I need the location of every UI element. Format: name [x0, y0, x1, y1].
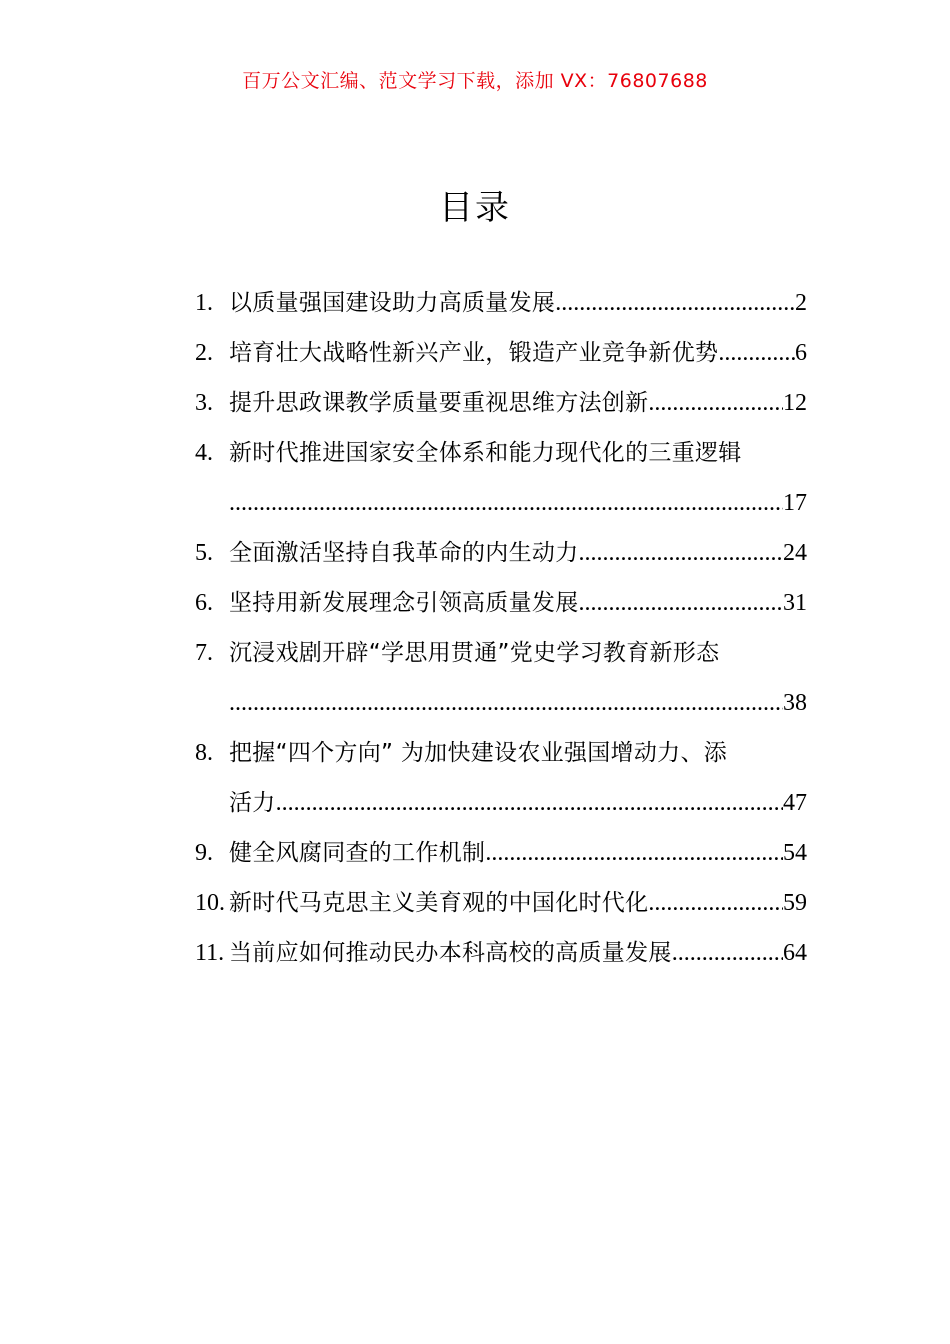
- toc-number: 9.: [195, 840, 213, 866]
- toc-number: 2.: [195, 340, 213, 366]
- toc-leader: [229, 478, 783, 528]
- toc-number: 8.: [195, 740, 213, 766]
- toc-leader: [579, 578, 784, 628]
- toc-leader: [276, 778, 783, 828]
- toc-title: 提升思政课教学质量要重视思维方法创新: [229, 390, 649, 416]
- toc-title: 沉浸戏剧开辟“学思用贯通”党史学习教育新形态: [229, 640, 720, 666]
- toc-title: 培育壮大战略性新兴产业，锻造产业竞争新优势: [229, 340, 719, 366]
- toc-number: 10.: [195, 890, 225, 916]
- toc-title: 当前应如何推动民办本科高校的高质量发展: [229, 940, 672, 966]
- toc-page-number: 59: [783, 890, 807, 916]
- toc-page-number: 17: [783, 490, 807, 516]
- toc-leader: [648, 378, 783, 428]
- toc-number: 3.: [195, 390, 213, 416]
- toc-title: 以质量强国建设助力高质量发展: [229, 290, 556, 316]
- table-of-contents: [195, 278, 807, 978]
- toc-entry-5[interactable]: [195, 528, 807, 578]
- toc-title: 坚持用新发展理念引领高质量发展: [229, 590, 579, 616]
- toc-entry-4[interactable]: [195, 428, 807, 528]
- toc-entry-3[interactable]: [195, 378, 807, 428]
- toc-page-number: 54: [783, 840, 807, 866]
- toc-title: 健全风腐同查的工作机制: [229, 840, 486, 866]
- toc-title-continued: 活力: [229, 790, 276, 816]
- toc-page-number: 38: [783, 690, 807, 716]
- toc-page-number: 12: [783, 390, 807, 416]
- toc-entry-9[interactable]: [195, 828, 807, 878]
- toc-entry-2[interactable]: [195, 328, 807, 378]
- toc-number: 4.: [195, 440, 213, 466]
- toc-entry-8[interactable]: [195, 728, 807, 828]
- toc-page-number: 64: [783, 940, 807, 966]
- toc-title: 把握“四个方向” 为加快建设农业强国增动力、添: [229, 740, 728, 766]
- toc-leader: [555, 278, 795, 328]
- toc-leader: [579, 528, 784, 578]
- toc-page-number: 2: [795, 290, 807, 316]
- toc-leader: [718, 328, 795, 378]
- toc-number: 7.: [195, 640, 213, 666]
- toc-entry-7[interactable]: [195, 628, 807, 728]
- toc-page-number: 47: [783, 790, 807, 816]
- toc-number: 11.: [195, 940, 225, 966]
- toc-number: 5.: [195, 540, 213, 566]
- toc-entry-10[interactable]: [195, 878, 807, 928]
- toc-page-number: 31: [783, 590, 807, 616]
- toc-page-number: 6: [795, 340, 807, 366]
- toc-leader: [229, 678, 783, 728]
- toc-title: 新时代马克思主义美育观的中国化时代化: [229, 890, 649, 916]
- toc-entry-6[interactable]: [195, 578, 807, 628]
- toc-page-number: 24: [783, 540, 807, 566]
- toc-leader: [648, 878, 783, 928]
- toc-title: 新时代推进国家安全体系和能力现代化的三重逻辑: [229, 440, 742, 466]
- toc-title: 全面激活坚持自我革命的内生动力: [229, 540, 579, 566]
- header-note: 百万公文汇编、范文学习下载，添加 VX：76807688: [242, 70, 708, 92]
- page-title: 目录: [439, 188, 511, 228]
- toc-number: 6.: [195, 590, 213, 616]
- toc-number: 1.: [195, 290, 213, 316]
- toc-entry-11[interactable]: [195, 928, 807, 978]
- toc-leader: [485, 828, 783, 878]
- toc-leader: [672, 928, 783, 978]
- toc-entry-1[interactable]: [195, 278, 807, 328]
